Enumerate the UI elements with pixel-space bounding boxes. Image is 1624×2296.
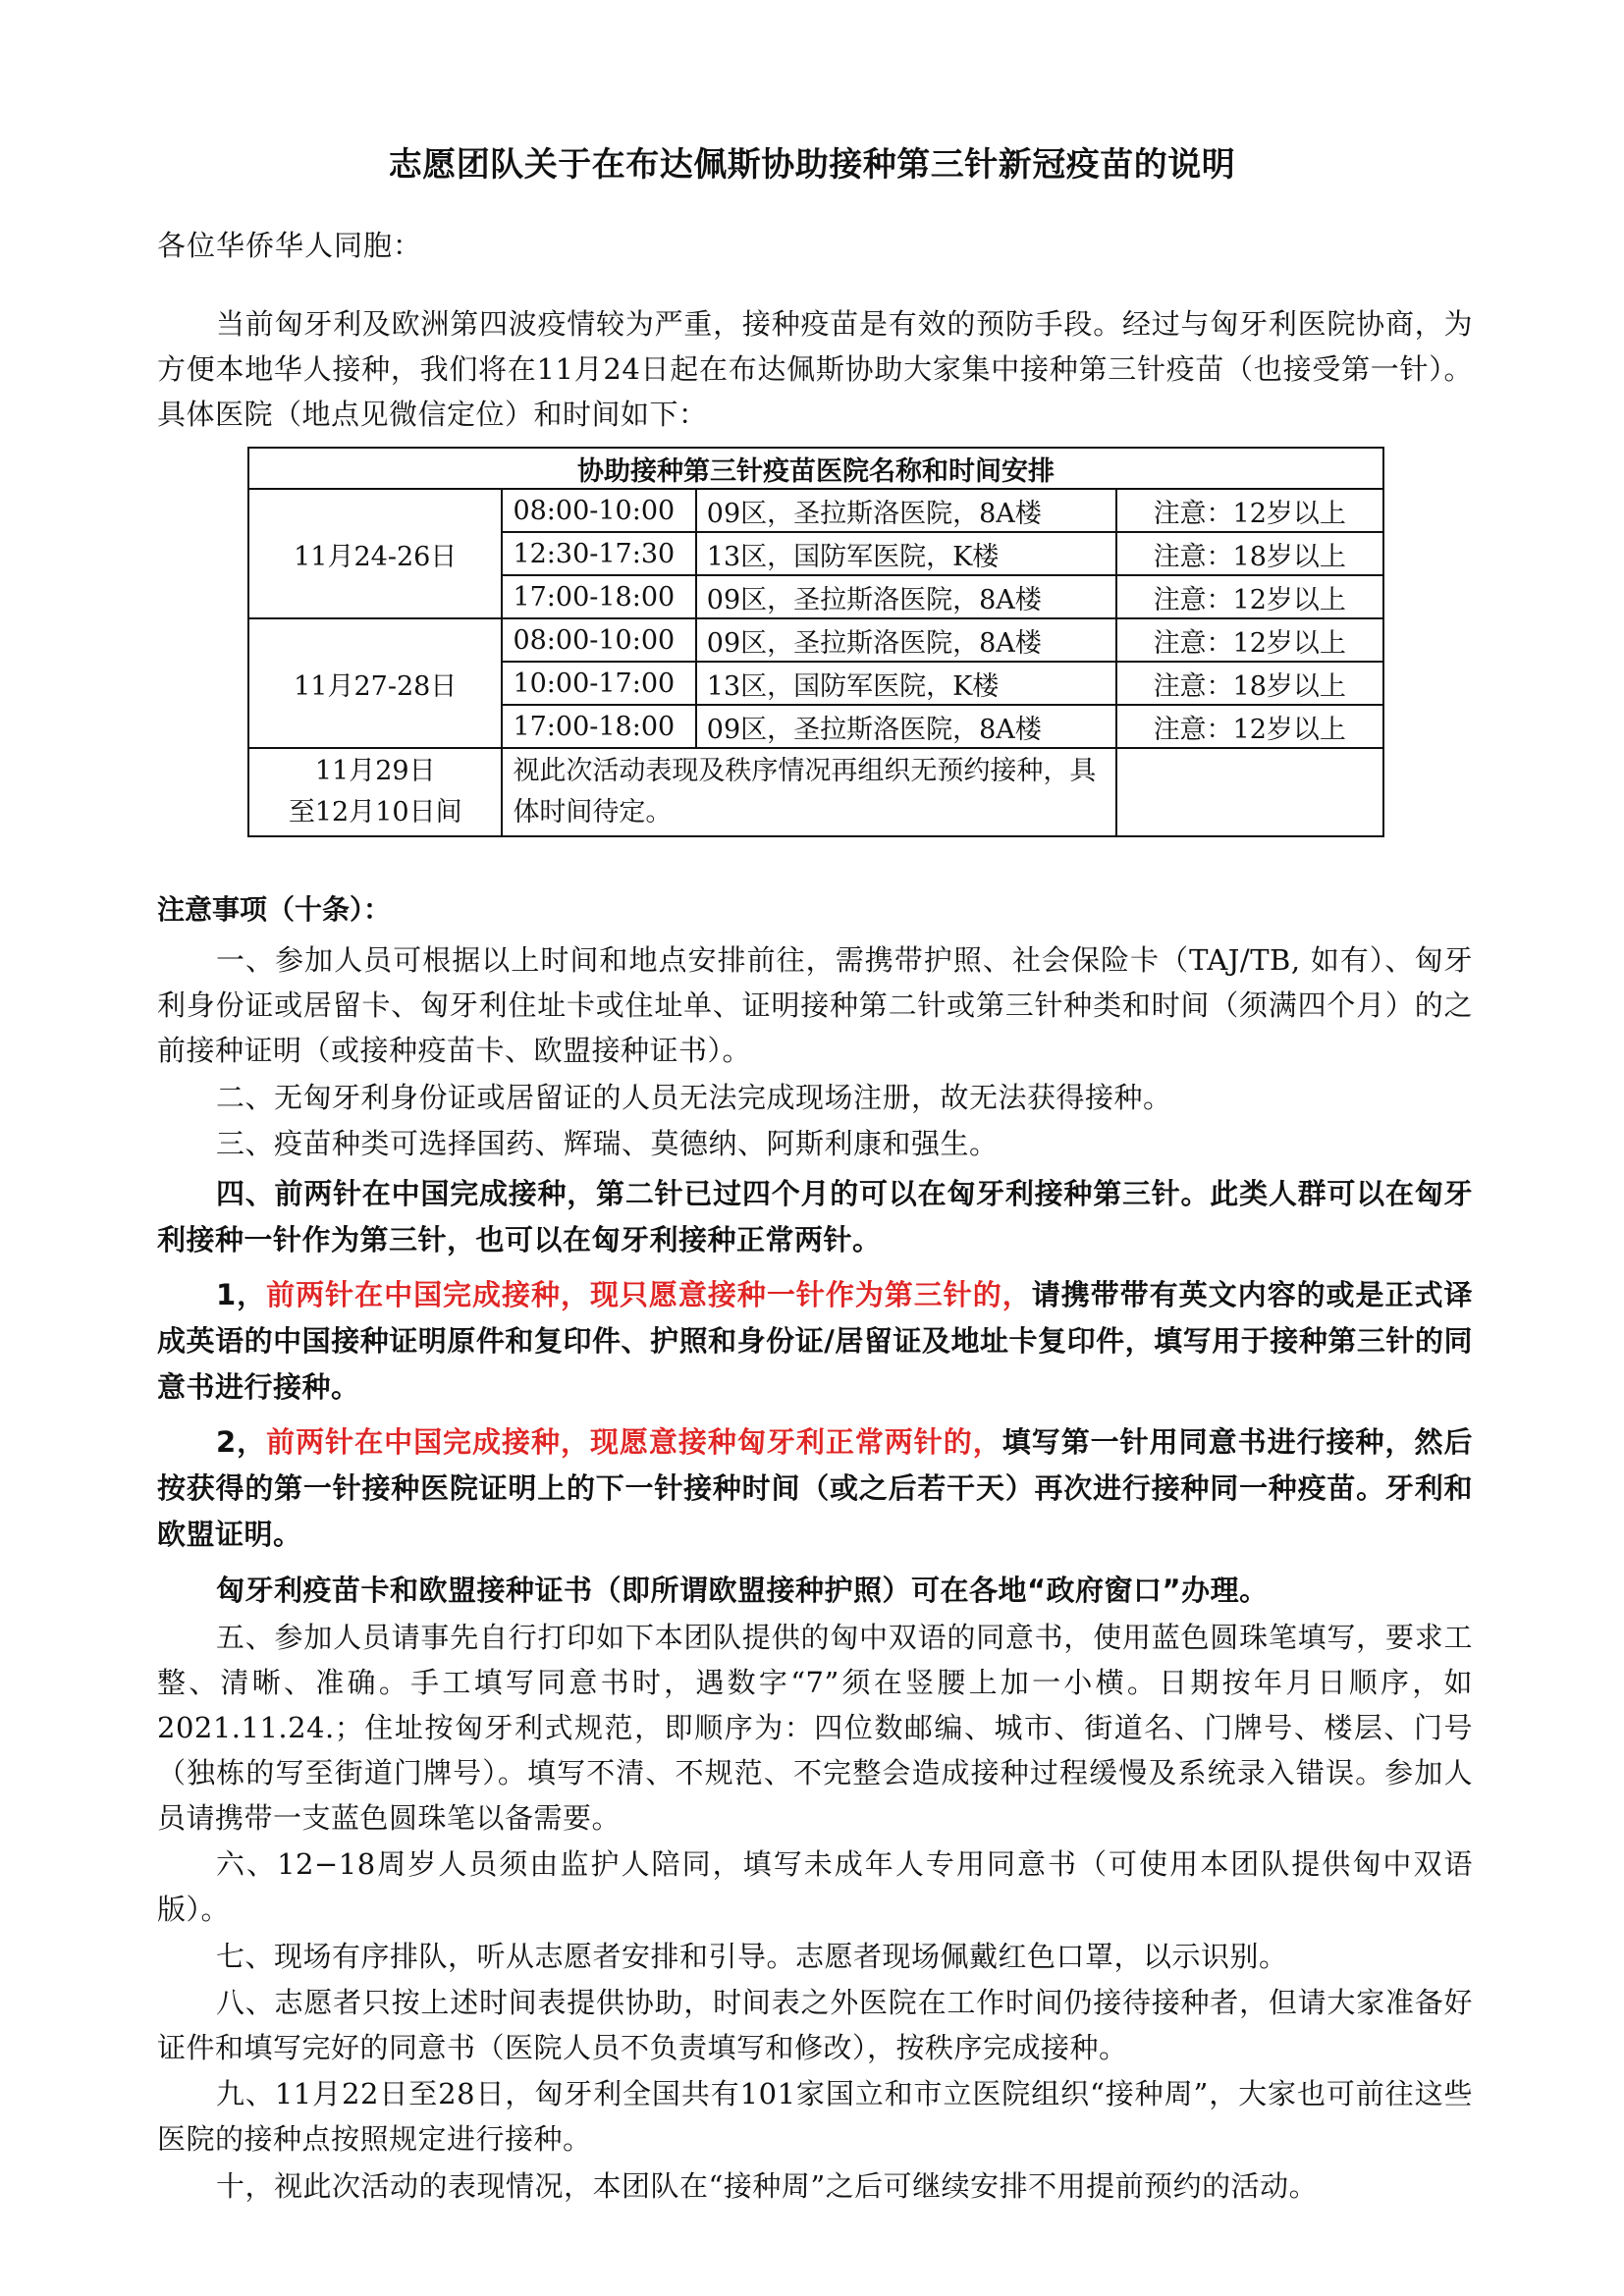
time-cell: 08:00-10:00: [502, 618, 695, 662]
note-4: 四、前两针在中国完成接种，第二针已过四个月的可以在匈牙利接种第三针。此类人群可以在匈牙利接种一针作为第三针，也可以在匈牙利接种正常两针。: [157, 1177, 1473, 1256]
age-note-cell: 注意：12岁以上: [1116, 618, 1384, 662]
location-cell: 09区，圣拉斯洛医院，8A楼: [696, 489, 1116, 532]
date-cell: 11月24-26日: [248, 489, 502, 618]
location-cell: 09区，圣拉斯洛医院，8A楼: [696, 705, 1116, 748]
age-note-cell: 注意：12岁以上: [1116, 489, 1384, 532]
note-4-item-1-number: 1，: [216, 1278, 267, 1311]
note-2: 二、无匈牙利身份证或居留证的人员无法完成现场注册，故无法获得接种。: [216, 1081, 1172, 1114]
time-cell: 17:00-18:00: [502, 705, 695, 748]
location-cell: 09区，圣拉斯洛医院，8A楼: [696, 575, 1116, 618]
age-note-cell: 注意：18岁以上: [1116, 662, 1384, 705]
time-cell: 10:00-17:00: [502, 662, 695, 705]
table-row: [248, 618, 1383, 662]
note-7: 七、现场有序排队，听从志愿者安排和引导。志愿者现场佩戴红色口罩，以示识别。: [216, 1940, 1288, 1973]
note-4-item-2-text: 填写第一针用同意书进行接种，然后按获得的第一针接种医院证明上的下一针接种时间（或之后若干天）再次进行接种同一种疫苗。牙利和欧盟证明。: [157, 1425, 1473, 1551]
intro-paragraph: 当前匈牙利及欧洲第四波疫情较为严重，接种疫苗是有效的预防手段。经过与匈牙利医院协商，为方便本地华人接种，我们将在11月24日起在布达佩斯协助大家集中接种第三针疫苗（也接受第一针）。具体医院（地点见微信定位）和时间如下：: [157, 307, 1473, 431]
empty-cell: [1116, 748, 1384, 836]
note-9: 九、11月22日至28日，匈牙利全国共有101家国立和市立医院组织“接种周”，大家也可前往这些医院的接种点按照规定进行接种。: [157, 2077, 1473, 2156]
note-10: 十，视此次活动的表现情况，本团队在“接种周”之后可继续安排不用提前预约的活动。: [216, 2169, 1319, 2203]
note-4-item-1: [157, 1272, 1473, 1411]
salutation: 各位华侨华人同胞：: [157, 229, 423, 262]
note-3: 三、疫苗种类可选择国药、辉瑞、莫德纳、阿斯利康和强生。: [216, 1127, 999, 1160]
note-4-item-1-text: 请携带带有英文内容的或是正式译成英语的中国接种证明原件和复印件、护照和身份证/居留证及地址卡复印件，填写用于接种第三针的同意书进行接种。: [157, 1278, 1473, 1404]
table-row: [248, 489, 1383, 532]
age-note-cell: 注意：18岁以上: [1116, 532, 1384, 575]
note-5: 五、参加人员请事先自行打印如下本团队提供的匈中双语的同意书，使用蓝色圆珠笔填写，要求工整、清晰、准确。手工填写同意书时，遇数字“7”须在竖腰上加一小横。日期按年月日顺序，如2021.11.24.；住址按匈牙利式规范，即顺序为：四位数邮编、城市、街道名、门牌号、楼层、门号（独栋的写至街道门牌号）。填写不清、不规范、不完整会造成接种过程缓慢及系统录入错误。参加人员请携带一支蓝色圆珠笔以备需要。: [157, 1621, 1473, 1835]
age-note-cell: 注意：12岁以上: [1116, 575, 1384, 618]
schedule-table-header: 协助接种第三针疫苗医院名称和时间安排: [248, 448, 1383, 489]
note-4-item-3: 匈牙利疫苗卡和欧盟接种证书（即所谓欧盟接种护照）可在各地“政府窗口”办理。: [216, 1574, 1269, 1607]
time-cell: 12:30-17:30: [502, 532, 695, 575]
document-title: 志愿团队关于在布达佩斯协助接种第三针新冠疫苗的说明: [388, 145, 1236, 185]
time-cell: 08:00-10:00: [502, 489, 695, 532]
note-4-item-2-number: 2，: [216, 1425, 267, 1459]
note-4-item-1-highlight: 前两针在中国完成接种，现只愿意接种一针作为第三针的，: [266, 1278, 1032, 1311]
schedule-table: [247, 447, 1384, 837]
note-8: 八、志愿者只按上述时间表提供协助，时间表之外医院在工作时间仍接待接种者，但请大家准备好证件和填写完好的同意书（医院人员不负责填写和修改），按秩序完成接种。: [157, 1986, 1473, 2064]
date-range-start: 11月29日: [314, 756, 436, 786]
age-note-cell: 注意：12岁以上: [1116, 705, 1384, 748]
date-range-end: 至12月10日间: [288, 797, 462, 828]
note-1: 一、参加人员可根据以上时间和地点安排前往，需携带护照、社会保险卡（TAJ/TB, 如有）、匈牙利身份证或居留卡、匈牙利住址卡或住址单、证明接种第二针或第三针种类和时间（须满四个月）的之前接种证明（或接种疫苗卡、欧盟接种证书）。: [157, 943, 1473, 1067]
note-4-item-2: [157, 1419, 1473, 1558]
location-cell: 13区，国防军医院，K楼: [696, 532, 1116, 575]
notes-heading: 注意事项（十条）：: [157, 893, 392, 926]
date-range-cell: [248, 748, 502, 836]
walk-in-note-cell: 视此次活动表现及秩序情况再组织无预约接种，具体时间待定。: [502, 748, 1115, 836]
date-cell: 11月27-28日: [248, 618, 502, 748]
note-6: 六、12−18周岁人员须由监护人陪同，填写未成年人专用同意书（可使用本团队提供匈中双语版）。: [157, 1847, 1473, 1926]
note-4-item-2-highlight: 前两针在中国完成接种，现愿意接种匈牙利正常两针的，: [266, 1425, 1002, 1459]
location-cell: 13区，国防军医院，K楼: [696, 662, 1116, 705]
time-cell: 17:00-18:00: [502, 575, 695, 618]
location-cell: 09区，圣拉斯洛医院，8A楼: [696, 618, 1116, 662]
table-row: [248, 748, 1383, 836]
